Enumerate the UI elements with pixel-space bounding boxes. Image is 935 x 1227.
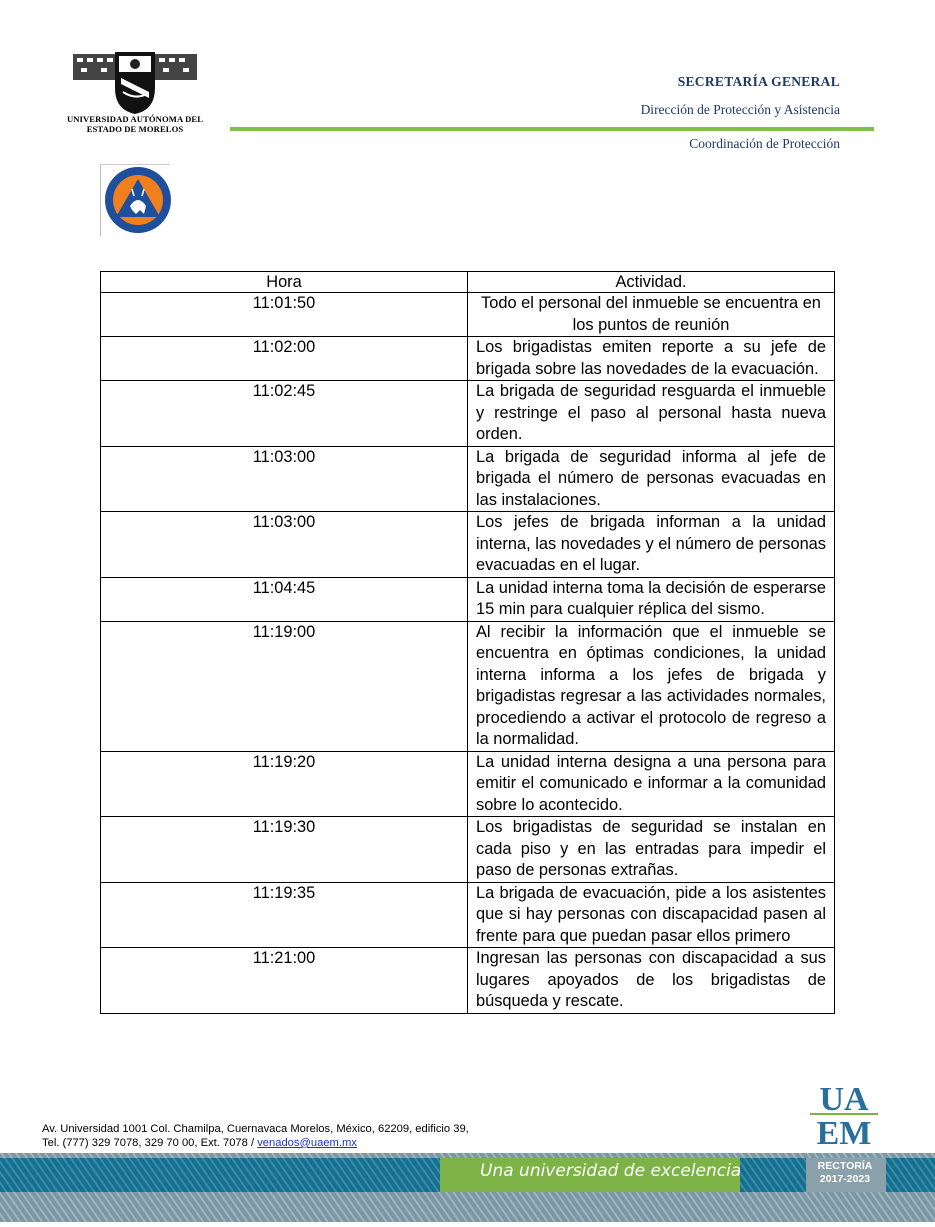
row-actividad: Al recibir la información que el inmueble se encuentra en óptimas condiciones, la unidad interna informa a los jefes de brigada y brigadistas regresar a las actividades normales, procediendo a activar el protocolo de regreso a la normalidad. [468, 621, 835, 751]
table-row [101, 882, 835, 948]
timeline-table [100, 271, 835, 1014]
footer-slogan: Una universidad de excelencia [480, 1161, 742, 1181]
uaem-wordmark-logo [808, 1080, 880, 1150]
row-actividad: Los brigadistas emiten reporte a su jefe de brigada sobre las novedades de la evacuación. [468, 337, 835, 381]
row-actividad: La brigada de seguridad resguarda el inmueble y restringe el paso al personal hasta nueva orden. [468, 381, 835, 447]
footer-address [42, 1122, 469, 1150]
row-hora: 11:02:45 [101, 381, 468, 447]
row-hora: 11:19:35 [101, 882, 468, 948]
table-row [101, 751, 835, 817]
table-row [101, 577, 835, 621]
university-name-line2: ESTADO DE MORELOS [86, 124, 184, 134]
university-name-line1: UNIVERSIDAD AUTÓNOMA DEL [66, 114, 204, 124]
row-hora: 11:04:45 [101, 577, 468, 621]
proteccion-civil-logo [100, 164, 174, 236]
row-hora: 11:19:00 [101, 621, 468, 751]
row-hora: 11:02:00 [101, 337, 468, 381]
table-row [101, 948, 835, 1014]
footer-band [0, 1153, 935, 1222]
uaem-crest-logo [60, 48, 210, 140]
table-header-row [101, 272, 835, 293]
uaem-mark-bottom: EM [816, 1115, 872, 1150]
coordinacion-subtitle: Coordinación de Protección [689, 136, 840, 151]
row-actividad: Ingresan las personas con discapacidad a sus lugares apoyados de los brigadistas de búsqueda y rescate. [468, 948, 835, 1014]
header-actividad: Actividad. [468, 272, 835, 293]
uaem-mark-top: UA [819, 1081, 869, 1118]
table-row [101, 446, 835, 512]
row-actividad: Los jefes de brigada informan a la unidad interna, las novedades y el número de personas evacuadas en el lugar. [468, 512, 835, 578]
proteccion-civil-icon [100, 164, 174, 236]
header-divider [230, 127, 874, 131]
table-row [101, 512, 835, 578]
row-actividad: La unidad interna toma la decisión de esperarse 15 min para cualquier réplica del sismo. [468, 577, 835, 621]
header-hora: Hora [101, 272, 468, 293]
table-row [101, 621, 835, 751]
table-row [101, 381, 835, 447]
rectoria-label [815, 1160, 875, 1186]
row-actividad: La brigada de seguridad informa al jefe de brigada el número de personas evacuadas en las instalaciones. [468, 446, 835, 512]
row-hora: 11:03:00 [101, 446, 468, 512]
table-row [101, 293, 835, 337]
address-line2 [42, 1136, 469, 1150]
row-hora: 11:21:00 [101, 948, 468, 1014]
table-row [101, 337, 835, 381]
row-actividad: La brigada de evacuación, pide a los asistentes que si hay personas con discapacidad pasen al frente para que puedan pasar ellos primero [468, 882, 835, 948]
row-hora: 11:01:50 [101, 293, 468, 337]
address-line1: Av. Universidad 1001 Col. Chamilpa, Cuernavaca Morelos, México, 62209, edificio 39, [42, 1123, 469, 1135]
phone-text: Tel. (777) 329 7078, 329 70 00, Ext. 7078 / [42, 1137, 258, 1149]
row-hora: 11:03:00 [101, 512, 468, 578]
rectoria-text: RECTORÍA [817, 1160, 873, 1172]
table-row [101, 817, 835, 883]
crest-icon [67, 48, 203, 114]
rectoria-period: 2017-2023 [819, 1173, 871, 1185]
uaem-wordmark-icon [808, 1080, 880, 1150]
row-hora: 11:19:20 [101, 751, 468, 817]
footer-band-graphic [0, 1153, 935, 1222]
row-hora: 11:19:30 [101, 817, 468, 883]
email-link[interactable]: venados@uaem.mx [257, 1137, 357, 1149]
direccion-subtitle: Dirección de Protección y Asistencia [640, 102, 840, 117]
row-actividad: La unidad interna designa a una persona para emitir el comunicado e informar a la comunidad sobre lo acontecido. [468, 751, 835, 817]
secretaria-general-title: SECRETARÍA GENERAL [677, 74, 840, 89]
row-actividad: Los brigadistas de seguridad se instalan en cada piso y en las entradas para impedir el paso de personas extrañas. [468, 817, 835, 883]
row-actividad: Todo el personal del inmueble se encuentra en los puntos de reunión [468, 293, 835, 337]
